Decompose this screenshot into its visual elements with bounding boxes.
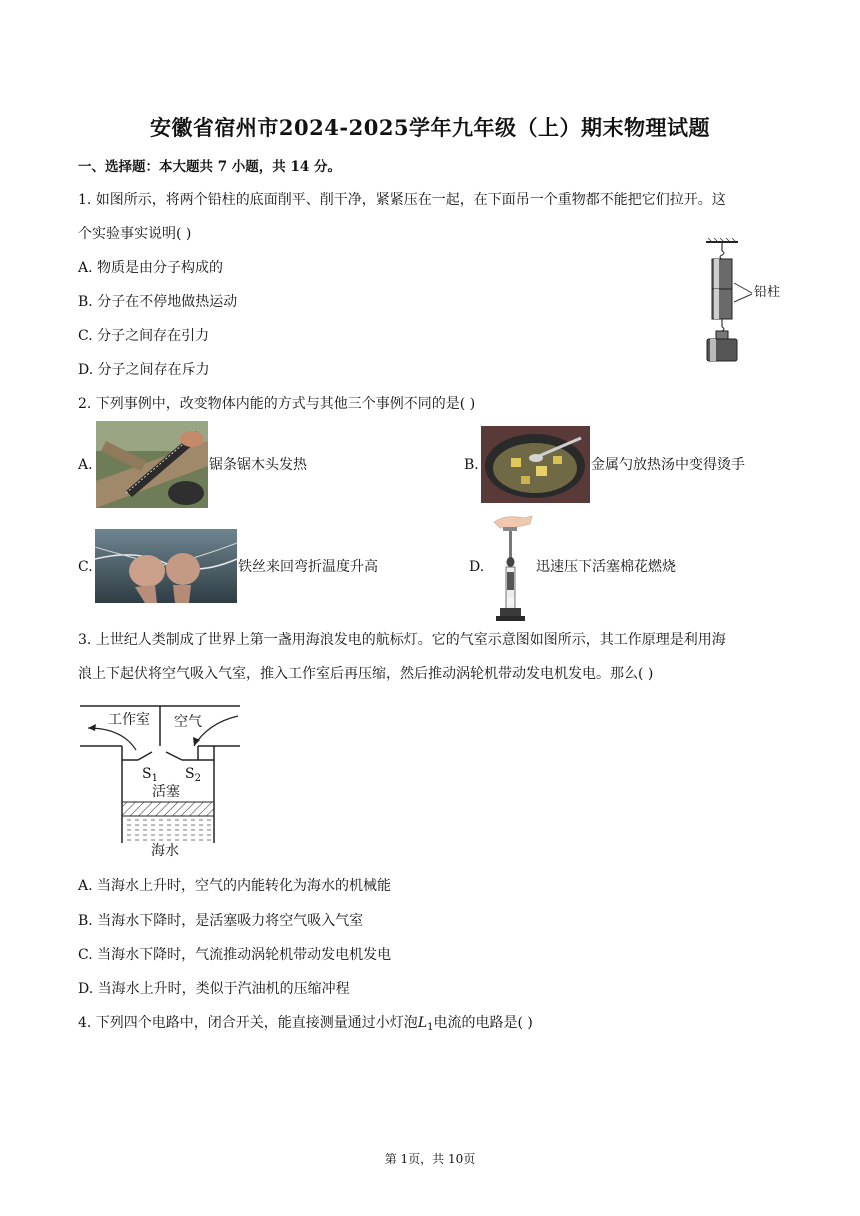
seawater-label: 海水: [151, 843, 179, 859]
question-2-option-b-text: 金属勺放热汤中变得烫手: [591, 457, 745, 473]
question-3-option-c: C. 当海水下降时，气流推动涡轮机带动发电机发电: [78, 947, 392, 963]
section-heading: 一、选择题：本大题共 7 小题，共 14 分。: [78, 159, 341, 175]
question-4-var: L: [417, 1015, 428, 1031]
valve-s2-label: [185, 764, 201, 789]
question-3-stem-line-1: 3. 上世纪人类制成了世界上第一盏用海浪发电的航标灯。它的气室示意图如图所示，其工作原理是利用海: [78, 632, 726, 648]
question-1-option-c: C. 分子之间存在引力: [78, 328, 210, 344]
question-3-option-a: A. 当海水上升时，空气的内能转化为海水的机械能: [78, 878, 392, 894]
lead-cylinder-label: 铅柱: [754, 285, 781, 300]
question-1-stem-line-2: 个实验事实说明( ): [78, 226, 192, 242]
lead-cylinders-figure: [700, 236, 790, 366]
question-1-option-a: A. 物质是由分子构成的: [78, 260, 224, 276]
question-2-option-c-letter: C.: [78, 559, 93, 575]
question-3-option-b: B. 当海水下降时，是活塞吸力将空气吸入气室: [78, 913, 364, 929]
workroom-label: 工作室: [108, 712, 150, 728]
question-2-option-b-letter: B.: [464, 457, 479, 473]
question-2-option-a-text: 锯条锯木头发热: [209, 457, 307, 473]
question-3-option-d: D. 当海水上升时，类似于汽油机的压缩冲程: [78, 981, 350, 997]
question-2-option-c-text: 铁丝来回弯折温度升高: [238, 559, 378, 575]
question-2-stem: 2. 下列事例中，改变物体内能的方式与其他三个事例不同的是( ): [78, 396, 476, 412]
fire-piston-figure: [486, 512, 536, 622]
question-4-var-sub: 1: [427, 1022, 434, 1033]
question-1-stem-line-1: 1. 如图所示，将两个铅柱的底面削平、削干净，紧紧压在一起，在下面吊一个重物都不能把它们拉开。这: [78, 192, 726, 208]
page-footer: 第 1页，共 10页: [384, 1152, 476, 1166]
valve-s1-sub: 1: [151, 773, 158, 784]
question-4-stem-post: 电流的电路是( ): [433, 1015, 533, 1031]
page-title: 安徽省宿州市2024-2025学年九年级（上）期末物理试题: [149, 115, 711, 140]
question-3-stem-line-2: 浪上下起伏将空气吸入气室，推入工作室后再压缩，然后推动涡轮机带动发电机发电。那么( ): [78, 666, 654, 682]
air-chamber-diagram: [78, 698, 248, 863]
question-1-option-d: D. 分子之间存在斥力: [78, 362, 210, 378]
question-4-stem: [78, 1013, 533, 1038]
question-1-option-b: B. 分子在不停地做热运动: [78, 294, 238, 310]
question-4-stem-pre: 4. 下列四个电路中，闭合开关，能直接测量通过小灯泡: [78, 1015, 418, 1031]
air-label: 空气: [174, 714, 202, 730]
valve-s2-sub: 2: [194, 773, 201, 784]
valve-s1-letter: S: [142, 766, 152, 782]
question-2-option-d-text: 迅速压下活塞棉花燃烧: [536, 559, 676, 575]
bending-wire-photo: [95, 529, 237, 603]
spoon-soup-photo: [481, 426, 590, 503]
saw-wood-photo: [96, 421, 208, 508]
question-2-option-a-letter: A.: [78, 457, 93, 473]
valve-s2-letter: S: [185, 766, 195, 782]
question-2-option-d-letter: D.: [469, 559, 485, 575]
piston-label: 活塞: [152, 784, 180, 800]
